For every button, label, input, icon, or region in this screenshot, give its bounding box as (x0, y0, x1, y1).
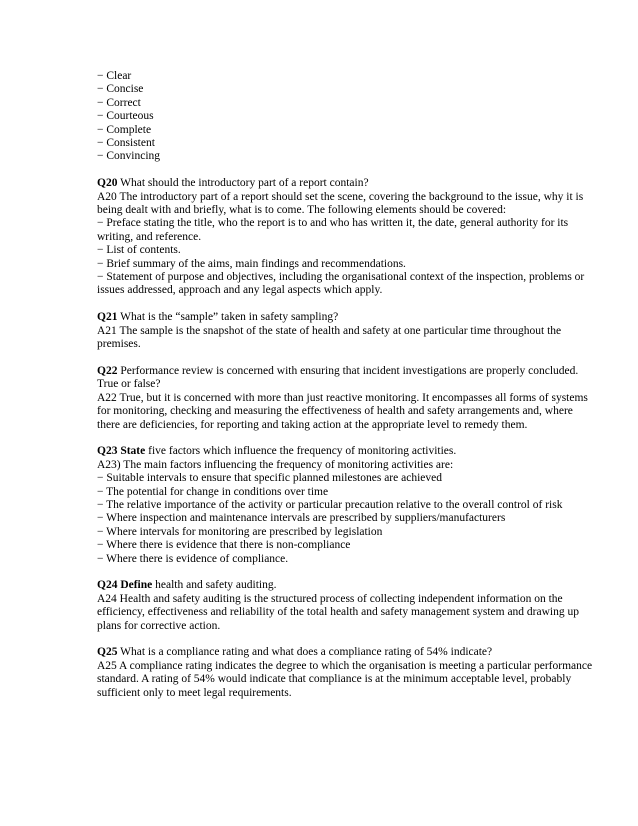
answer-line: A24 Health and safety auditing is the structured process of collecting independent information on the efficiency, effectiveness and reliability of the total health and safety management system and drawing up plans for corrective action. (97, 592, 579, 632)
qa-block-q23 (97, 445, 598, 566)
answer-line: − Brief summary of the aims, main findings and recommendations. (97, 257, 406, 270)
answer-line: − Preface stating the title, who the report is to and who has written it, the date, general authority for its writing, and reference. (97, 217, 569, 243)
answer-line: − Statement of purpose and objectives, including the organisational context of the inspection, problems or issues addressed, approach and any legal aspects which apply. (97, 271, 585, 297)
question-text: health and safety auditing. (152, 579, 277, 592)
answer-line: − Where inspection and maintenance intervals are prescribed by suppliers/manufacturers (97, 512, 506, 525)
answer-line: A20 The introductory part of a report should set the scene, covering the background to the issue, why it is being dealt with and briefly, what is to come. The following elements should be covered: (97, 190, 584, 217)
question-label: Q24 Define (97, 579, 153, 592)
list-item: − Consistent (97, 137, 155, 150)
question (97, 445, 598, 458)
answer-line: − The relative importance of the activity or particular precaution relative to the overall control of risk (97, 498, 563, 511)
qa-block-q24 (97, 579, 598, 633)
question-text: What should the introductory part of a report contain? (117, 177, 369, 190)
answer-line: A21 The sample is the snapshot of the state of health and safety at one particular time throughout the premises. (97, 324, 562, 351)
intro-bullet-list (97, 70, 598, 164)
question-text: five factors which influence the frequency of monitoring activities. (145, 445, 457, 458)
qa-block-q21 (97, 311, 598, 351)
list-item: − Convincing (97, 150, 161, 163)
question-text: Performance review is concerned with ensuring that incident investigations are properly concluded. True or false? (97, 364, 579, 391)
question (97, 311, 598, 324)
qa-block-q22 (97, 365, 598, 432)
question-text: What is a compliance rating and what does a compliance rating of 54% indicate? (117, 646, 493, 659)
list-item: − Clear (97, 70, 132, 82)
answer-line: − The potential for change in conditions over time (97, 485, 329, 498)
question (97, 365, 598, 392)
list-item: − Correct (97, 96, 141, 109)
answer-line: − Where there is evidence that there is non-compliance (97, 539, 351, 552)
question (97, 646, 598, 659)
answer-line: A25 A compliance rating indicates the degree to which the organisation is meeting a particular performance standard. A rating of 54% would indicate that compliance is at the minimum acceptable level, probably sufficient only to meet legal requirements. (97, 659, 593, 699)
question-label: Q25 (97, 646, 118, 659)
list-item: − Courteous (97, 110, 154, 123)
answer-line: − Suitable intervals to ensure that specific planned milestones are achieved (97, 472, 442, 485)
question (97, 579, 598, 592)
answer-line: A23) The main factors influencing the frequency of monitoring activities are: (97, 458, 454, 471)
question-text: What is the “sample” taken in safety sampling? (117, 311, 339, 324)
question-label: Q22 (97, 364, 118, 377)
answer-line: − Where there is evidence of compliance. (97, 552, 289, 565)
question-label: Q23 State (97, 445, 146, 458)
qa-block-q25 (97, 646, 598, 700)
question (97, 177, 598, 190)
answer-line: − Where intervals for monitoring are prescribed by legislation (97, 525, 383, 538)
list-item: − Complete (97, 123, 152, 136)
question-label: Q21 (97, 311, 118, 324)
answer-line: A22 True, but it is concerned with more than just reactive monitoring. It encompasses all forms of systems for monitoring, checking and measuring the effectiveness of health and safety arrangements and, where there are deficiencies, for reporting and taking action at the appropriate level to remedy them. (97, 391, 588, 431)
question-label: Q20 (97, 177, 118, 190)
answer-line: − List of contents. (97, 244, 181, 257)
qa-block-q20 (97, 177, 598, 298)
list-item: − Concise (97, 83, 144, 96)
